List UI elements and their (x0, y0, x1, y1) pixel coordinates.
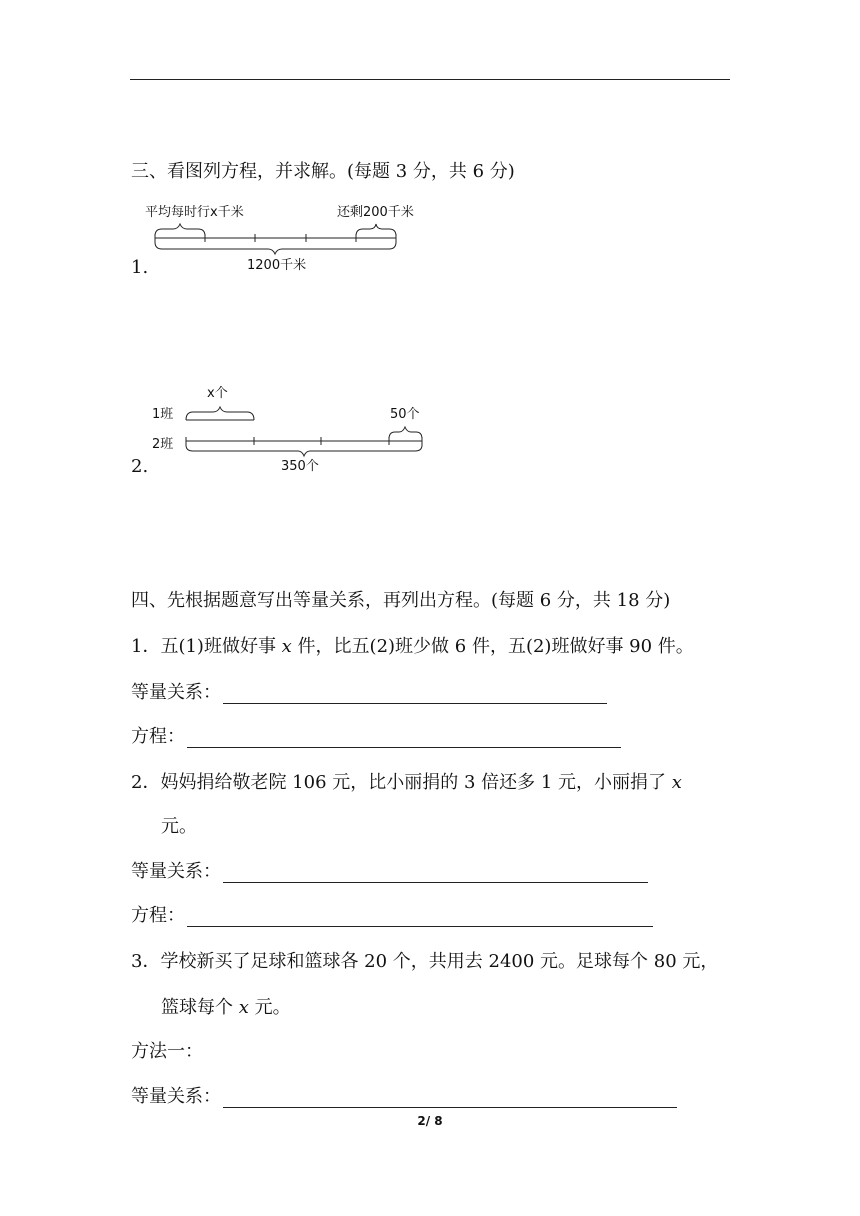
brace-right (356, 224, 396, 236)
relation-answer-blank[interactable] (223, 864, 648, 883)
equation-label: 方程： (131, 726, 185, 747)
brace-total (155, 242, 396, 254)
section3-heading: 三、看图列方程，并求解。(每题 3 分，共 6 分) (131, 161, 515, 182)
q2-equation-row (131, 905, 653, 927)
equation-answer-blank[interactable] (187, 908, 653, 927)
diagram2-label-top: x个 (207, 386, 228, 401)
q3-text-pre: 篮球每个 (161, 997, 239, 1018)
page-number: 2/ 8 (417, 1114, 443, 1128)
diagram2-label-right: 50个 (390, 407, 420, 422)
q3-var: x (238, 997, 249, 1018)
relation-label: 等量关系： (131, 861, 221, 882)
relation-answer-blank[interactable] (223, 1089, 677, 1108)
row-label-2: 2班 (152, 437, 174, 452)
brace-extra (389, 427, 422, 439)
brace-left (155, 224, 205, 236)
line-diagram-1 (140, 198, 440, 278)
diagram1-label-left: 平均每时行x千米 (145, 205, 244, 220)
equation-label: 方程： (131, 905, 185, 926)
section4-heading: 四、先根据题意写出等量关系，再列出方程。(每题 6 分，共 18 分) (131, 590, 671, 611)
line-diagram-2 (150, 380, 440, 480)
brace-class1 (186, 407, 254, 420)
q3-text-post: 元。 (248, 997, 291, 1018)
question-1 (131, 636, 694, 658)
diagram1-label-total: 1200千米 (247, 258, 307, 273)
header-rule (130, 79, 730, 80)
q2-relation-row (131, 861, 648, 883)
q2-number: 2. (131, 456, 149, 477)
diagram1-label-right: 还剩200千米 (337, 205, 414, 220)
question-3-line2 (161, 997, 291, 1019)
question-3-line1: 3．学校新买了足球和篮球各 20 个，共用去 2400 元。足球每个 80 元， (131, 951, 719, 972)
q2-text-cont: 元。 (161, 816, 197, 837)
q1-text-pre: 1．五(1)班做好事 (131, 636, 282, 657)
q1-relation-row (131, 682, 607, 704)
q1-var: x (281, 636, 292, 657)
diagram2-label-total: 350个 (281, 459, 319, 474)
brace-total (186, 445, 422, 456)
q2-text-pre: 2．妈妈捐给敬老院 106 元，比小丽捐的 3 倍还多 1 元，小丽捐了 (131, 772, 672, 793)
q1-text-post: 件，比五(2)班少做 6 件，五(2)班做好事 90 件。 (291, 636, 694, 657)
relation-label: 等量关系： (131, 682, 221, 703)
q1-number: 1. (131, 257, 149, 278)
equation-answer-blank[interactable] (187, 729, 621, 748)
row-label-1: 1班 (152, 407, 174, 422)
q1-equation-row (131, 726, 621, 748)
q3-relation-row (131, 1086, 677, 1108)
question-2 (131, 772, 682, 794)
method-one-label: 方法一： (131, 1041, 203, 1062)
relation-answer-blank[interactable] (223, 685, 607, 704)
relation-label: 等量关系： (131, 1086, 221, 1107)
q2-var: x (671, 772, 682, 793)
